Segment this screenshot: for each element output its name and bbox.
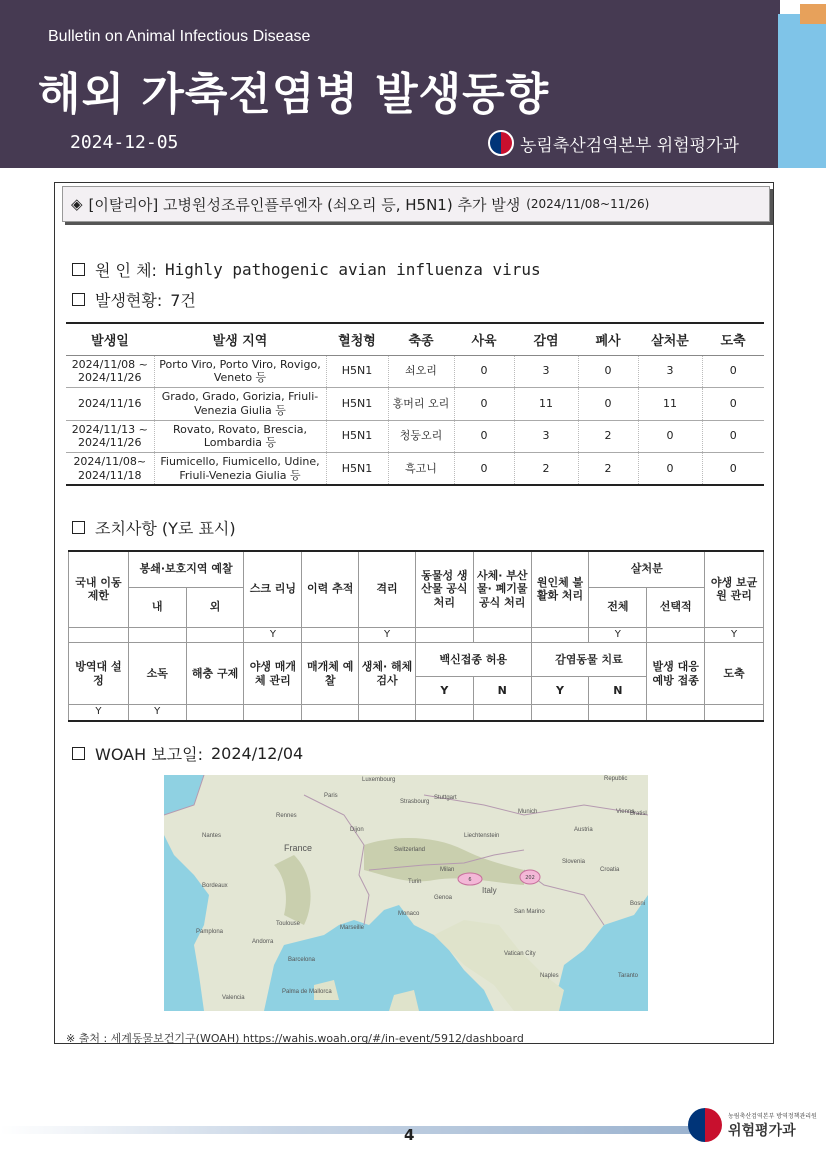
agency-name: 농림축산검역본부 위험평가과	[520, 135, 739, 156]
status-label: 발생현황:	[95, 291, 163, 310]
map-label: Bordeaux	[202, 883, 228, 889]
footer-org-big: 위험평가과	[728, 1122, 796, 1139]
cell-raised: 0	[454, 388, 514, 421]
cell-culled: 11	[638, 388, 702, 421]
cell-serotype: H5N1	[326, 355, 388, 388]
col-header-date: 발생일	[66, 323, 154, 355]
map-label: Bratisl	[630, 811, 647, 817]
government-emblem-icon	[488, 130, 514, 156]
map-marker-west: 6	[468, 877, 472, 883]
pathogen-label: 원 인 체:	[95, 261, 157, 280]
cell-region: Porto Viro, Porto Viro, Rovigo, Veneto 등	[154, 355, 326, 388]
cell-infected: 3	[514, 420, 578, 453]
header-zone: 봉쇄·보호지역 예찰	[128, 551, 244, 587]
value-cell: Y	[705, 627, 764, 643]
outbreak-table	[66, 322, 764, 486]
header-carcass: 사체· 부산물· 폐기물 공식 처리	[473, 551, 531, 627]
decoration-blue-bar	[778, 14, 826, 168]
map-label: Liechtenstein	[464, 833, 500, 839]
value-cell	[302, 627, 359, 643]
header-vector-surv: 매개체 예찰	[302, 643, 359, 705]
map-label: Rennes	[276, 813, 297, 819]
header-fence: 방역대 설정	[69, 643, 129, 705]
map-label: Vatican City	[504, 951, 536, 957]
header-culling-all: 전체	[589, 587, 647, 627]
page-number: 4	[404, 1126, 415, 1144]
map-label: Naples	[540, 973, 559, 979]
map-label: Switzerland	[394, 847, 426, 853]
header-vaccine: 백신접종 허용	[415, 643, 531, 677]
map-label: Dijon	[350, 827, 364, 833]
cell-date: 2024/11/16	[66, 388, 154, 421]
header-products: 동물성 생산물 공식 처리	[415, 551, 473, 627]
value-cell	[473, 705, 531, 721]
map-label: Barcelona	[288, 957, 316, 963]
value-cell	[415, 627, 473, 643]
cell-raised: 0	[454, 420, 514, 453]
map-label: Monaco	[398, 911, 420, 917]
outbreak-map[interactable]	[164, 775, 648, 1011]
map-label: Austria	[574, 827, 593, 833]
col-header-slaughtered: 도축	[702, 323, 764, 355]
cell-dead: 0	[578, 388, 638, 421]
cell-infected: 3	[514, 355, 578, 388]
source-link[interactable]: https://wahis.woah.org/#/in-event/5912/dashboard	[242, 1032, 524, 1045]
bulletin-subtitle: Bulletin on Animal Infectious Disease	[48, 28, 311, 45]
value-cell	[186, 705, 244, 721]
header-vaccine-yes: Y	[415, 677, 473, 705]
map-label: Republic	[604, 776, 628, 782]
bulletin-date: 2024-12-05	[70, 132, 179, 153]
cell-serotype: H5N1	[326, 420, 388, 453]
col-header-infected: 감염	[514, 323, 578, 355]
value-cell	[705, 705, 764, 721]
footer-divider	[0, 1126, 700, 1134]
value-cell: Y	[69, 705, 129, 721]
measures-values-row-1	[69, 627, 764, 643]
cell-date: 2024/11/08 ~ 2024/11/26	[66, 355, 154, 388]
pathogen-line	[72, 258, 541, 281]
footer-logo	[688, 1108, 817, 1142]
header-treatment: 감염동물 치료	[531, 643, 647, 677]
header-movement: 국내 이동 제한	[69, 551, 129, 627]
value-cell	[302, 705, 359, 721]
header-culling: 살처분	[589, 551, 705, 587]
agency	[488, 130, 739, 156]
value-cell	[531, 627, 589, 643]
cell-dead: 2	[578, 453, 638, 486]
value-cell	[359, 705, 416, 721]
footer-org	[728, 1111, 817, 1140]
value-cell	[531, 705, 589, 721]
header-pest: 해충 구제	[186, 643, 244, 705]
map-label: Valencia	[222, 995, 245, 1001]
header-treatment-no: N	[589, 677, 647, 705]
value-cell	[647, 705, 705, 721]
header-outside: 외	[186, 587, 244, 627]
col-header-dead: 폐사	[578, 323, 638, 355]
pathogen-value: Highly pathogenic avian influenza virus	[164, 260, 541, 279]
cell-region: Grado, Grado, Gorizia, Friuli-Venezia Giulia 등	[154, 388, 326, 421]
header-wild-vector: 야생 매개체 관리	[244, 643, 302, 705]
header-quarantine: 격리	[359, 551, 416, 627]
map-label: Taranto	[618, 973, 639, 979]
header-screening: 스크 리닝	[244, 551, 302, 627]
measures-line	[72, 516, 236, 539]
status-value: 7건	[170, 291, 196, 310]
map-label: Turin	[408, 879, 422, 885]
map-marker-east: 202	[525, 875, 535, 881]
header-slaughter: 도축	[705, 643, 764, 705]
decoration-orange-square	[800, 4, 826, 24]
footer-org-small: 농림축산검역본부 방역정책관리원	[728, 1112, 817, 1120]
table-row	[66, 388, 764, 421]
value-cell	[186, 627, 244, 643]
cell-serotype: H5N1	[326, 453, 388, 486]
map-label: Slovenia	[562, 859, 586, 865]
cell-infected: 2	[514, 453, 578, 486]
government-emblem-icon	[688, 1108, 722, 1142]
source-note	[66, 1030, 524, 1046]
map-label: Croatia	[600, 867, 620, 873]
measures-values-row-2	[69, 705, 764, 721]
header-trace: 이력 추적	[302, 551, 359, 627]
map-label: San Marino	[514, 909, 545, 915]
cell-infected: 11	[514, 388, 578, 421]
value-cell	[647, 627, 705, 643]
header-treatment-yes: Y	[531, 677, 589, 705]
header-disinfect: 소독	[128, 643, 186, 705]
measures-header-row-3	[69, 643, 764, 677]
bulletin-title: 해외 가축전염병 발생동향	[38, 69, 550, 120]
status-line	[72, 288, 196, 311]
col-header-serotype: 혈청형	[326, 323, 388, 355]
header-culling-selective: 선택적	[647, 587, 705, 627]
checkbox-square-icon	[72, 263, 85, 276]
value-cell: Y	[359, 627, 416, 643]
col-header-region: 발생 지역	[154, 323, 326, 355]
value-cell	[244, 705, 302, 721]
measures-title: 조치사항 (Y로 표시)	[95, 519, 236, 538]
diamond-bullet-icon: ◈	[71, 195, 83, 213]
map-label: Palma de Mallorca	[282, 989, 332, 995]
woah-label: WOAH 보고일:	[95, 745, 203, 764]
map-label: Munich	[518, 809, 538, 815]
table-row	[66, 453, 764, 486]
checkbox-square-icon	[72, 521, 85, 534]
value-cell: Y	[589, 627, 647, 643]
cell-date: 2024/11/08~ 2024/11/18	[66, 453, 154, 486]
cell-culled: 0	[638, 453, 702, 486]
cell-serotype: H5N1	[326, 388, 388, 421]
table-row	[66, 420, 764, 453]
map-label: Bosni	[630, 901, 646, 907]
col-header-raised: 사육	[454, 323, 514, 355]
header-inside: 내	[128, 587, 186, 627]
cell-dead: 0	[578, 355, 638, 388]
header-vaccine-no: N	[473, 677, 531, 705]
topic-box	[62, 186, 770, 222]
cell-species: 청둥오리	[388, 420, 454, 453]
outbreak-table-header	[66, 323, 764, 355]
topic-period: (2024/11/08~11/26)	[526, 197, 650, 211]
topic-title: [이탈리아] 고병원성조류인플루엔자 (쇠오리 등, H5N1) 추가 발생	[88, 195, 521, 214]
header-inactivation: 원인체 불활화 처리	[531, 551, 589, 627]
source-prefix: ※ 출처 : 세계동물보건기구(WOAH)	[66, 1032, 240, 1045]
checkbox-square-icon	[72, 293, 85, 306]
value-cell	[415, 705, 473, 721]
value-cell	[589, 705, 647, 721]
map-label: Pamplona	[196, 929, 224, 935]
map-label: Vienna	[616, 809, 635, 815]
value-cell: Y	[128, 705, 186, 721]
value-cell	[69, 627, 129, 643]
col-header-species: 축종	[388, 323, 454, 355]
cell-culled: 3	[638, 355, 702, 388]
cell-slaughtered: 0	[702, 388, 764, 421]
value-cell	[128, 627, 186, 643]
cell-species: 홍머리 오리	[388, 388, 454, 421]
map-label: Paris	[324, 793, 338, 799]
measures-header-row-1	[69, 551, 764, 587]
map-label: France	[284, 843, 313, 853]
col-header-culled: 살처분	[638, 323, 702, 355]
cell-region: Fiumicello, Fiumicello, Udine, Friuli-Venezia Giulia 등	[154, 453, 326, 486]
woah-line	[72, 742, 303, 765]
cell-slaughtered: 0	[702, 420, 764, 453]
cell-region: Rovato, Rovato, Brescia, Lombardia 등	[154, 420, 326, 453]
cell-culled: 0	[638, 420, 702, 453]
map-label: Italy	[482, 886, 497, 895]
value-cell: Y	[244, 627, 302, 643]
map-graphic	[164, 775, 648, 1011]
cell-slaughtered: 0	[702, 355, 764, 388]
map-label: Luxembourg	[362, 777, 396, 783]
header-wild-reservoir: 야생 보균원 관리	[705, 551, 764, 627]
map-label: Genoa	[434, 895, 453, 901]
value-cell	[473, 627, 531, 643]
checkbox-square-icon	[72, 747, 85, 760]
table-row	[66, 355, 764, 388]
map-label: Strasbourg	[400, 799, 430, 805]
cell-species: 쇠오리	[388, 355, 454, 388]
map-label: Nantes	[202, 833, 222, 839]
map-label: Toulouse	[276, 921, 301, 927]
map-label: Milan	[440, 867, 455, 873]
cell-date: 2024/11/13 ~ 2024/11/26	[66, 420, 154, 453]
map-label: Marseille	[340, 925, 365, 931]
map-label: Andorra	[252, 939, 274, 945]
header-prevent-vacc: 발생 대응 예방 접종	[647, 643, 705, 705]
cell-species: 흑고니	[388, 453, 454, 486]
cell-raised: 0	[454, 355, 514, 388]
cell-dead: 2	[578, 420, 638, 453]
map-label: Stuttgart	[434, 795, 457, 801]
header-vital-test: 생체· 해체 검사	[359, 643, 416, 705]
measures-table	[68, 550, 764, 722]
cell-slaughtered: 0	[702, 453, 764, 486]
cell-raised: 0	[454, 453, 514, 486]
woah-value: 2024/12/04	[210, 744, 304, 763]
